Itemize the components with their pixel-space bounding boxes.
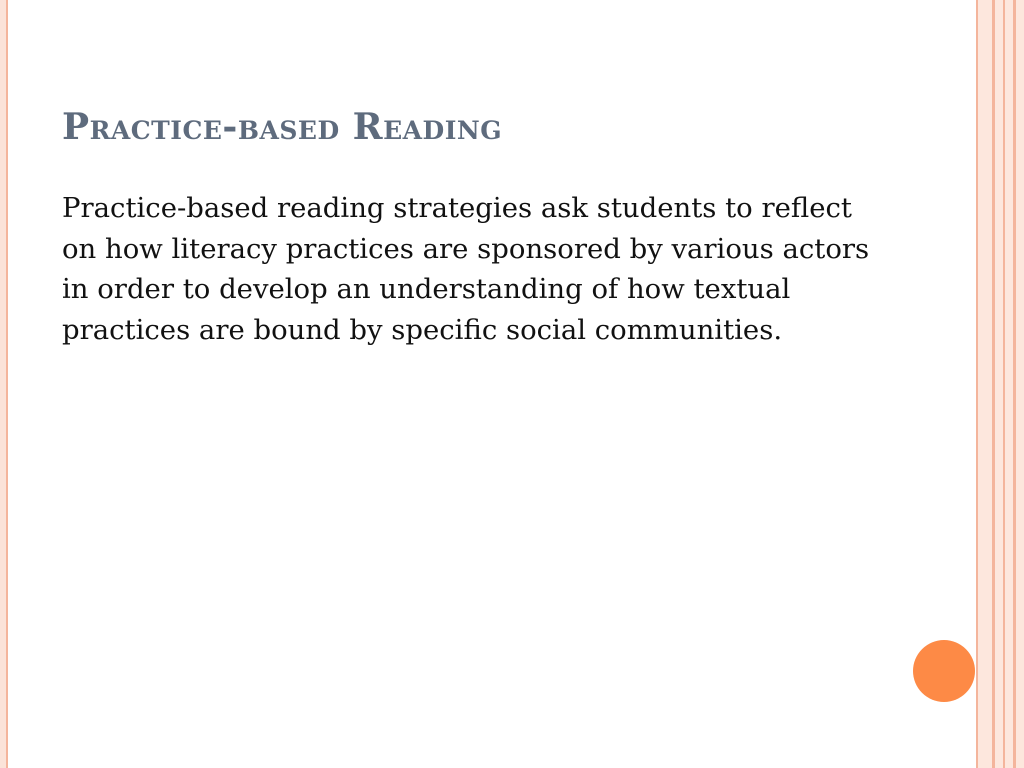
- right-stripes-decoration: [976, 0, 1024, 768]
- accent-circle: [913, 640, 975, 702]
- left-border-decoration: [0, 0, 8, 768]
- slide-body-text: Practice-based reading strategies ask students to reflect on how literacy practices are sponsored by various actors in order to develop an understanding of how textual practices are bound by specific social communities.: [62, 192, 870, 346]
- slide-title: Practice-based Reading: [62, 106, 503, 148]
- stripe: [995, 0, 1003, 768]
- stripe: [1005, 0, 1013, 768]
- stripe: [978, 0, 992, 768]
- stripe: [1016, 0, 1024, 768]
